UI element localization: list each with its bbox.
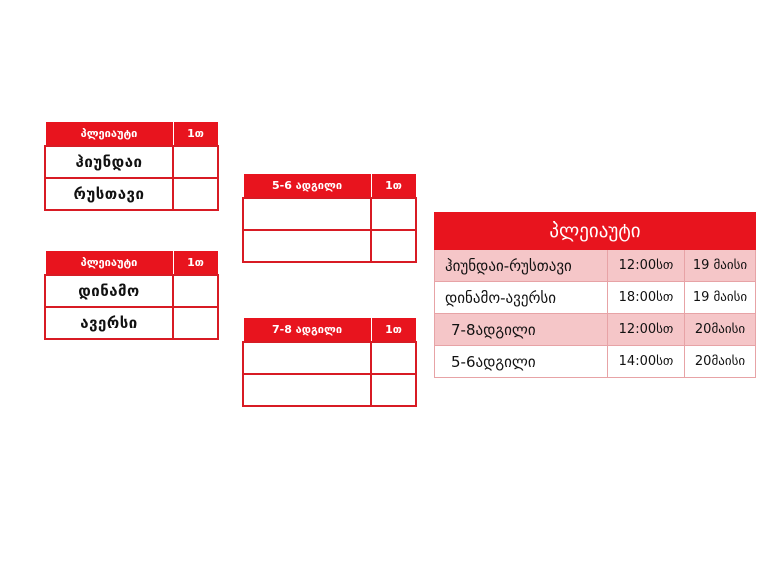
semifinal-1-header-label: პლეიაუტი [45,122,173,147]
place-7-8-team-b-score [371,374,416,406]
place-7-8-team-b [243,374,371,406]
schedule-row [435,250,756,282]
schedule-date: 20მაისი [685,346,756,378]
semifinal-1-bracket [44,121,219,211]
semifinal-1-team-a: ჰიუნდაი [45,146,173,178]
schedule-table [434,212,756,378]
place-7-8-header-label: 7-8 ადგილი [243,318,371,343]
schedule-time: 12:00სთ [608,250,685,282]
semifinal-1-team-b: რუსთავი [45,178,173,210]
place-5-6-header-label: 5-6 ადგილი [243,174,371,199]
semifinal-2-team-b: ავერსი [45,307,173,339]
semifinal-2-team-a: დინამო [45,275,173,307]
schedule-match: 7-8ადგილი [435,314,608,346]
place-7-8-team-a [243,342,371,374]
schedule-time: 18:00სთ [608,282,685,314]
schedule-match: დინამო-ავერსი [435,282,608,314]
schedule-row [435,282,756,314]
semifinal-2-team-a-score [173,275,218,307]
place-5-6-team-b-score [371,230,416,262]
place-7-8-team-a-score [371,342,416,374]
schedule-match: 5-6ადგილი [435,346,608,378]
place-5-6-team-a-score [371,198,416,230]
semifinal-2-header-score: 1თ [173,251,218,276]
semifinal-1-team-b-score [173,178,218,210]
schedule-date: 19 მაისი [685,250,756,282]
place-5-6-team-b [243,230,371,262]
place-7-8-header-score: 1თ [371,318,416,343]
place-5-6-team-a [243,198,371,230]
schedule-time: 14:00სთ [608,346,685,378]
semifinal-1-team-a-score [173,146,218,178]
schedule-match: ჰიუნდაი-რუსთავი [435,250,608,282]
place-7-8-bracket [242,317,417,407]
schedule-row [435,314,756,346]
semifinal-2-team-b-score [173,307,218,339]
semifinal-1-header-score: 1თ [173,122,218,147]
semifinal-2-bracket [44,250,219,340]
semifinal-2-header-label: პლეიაუტი [45,251,173,276]
place-5-6-bracket [242,173,417,263]
schedule-title: პლეიაუტი [435,213,756,250]
schedule-row [435,346,756,378]
schedule-time: 12:00სთ [608,314,685,346]
schedule-date: 20მაისი [685,314,756,346]
schedule-date: 19 მაისი [685,282,756,314]
place-5-6-header-score: 1თ [371,174,416,199]
